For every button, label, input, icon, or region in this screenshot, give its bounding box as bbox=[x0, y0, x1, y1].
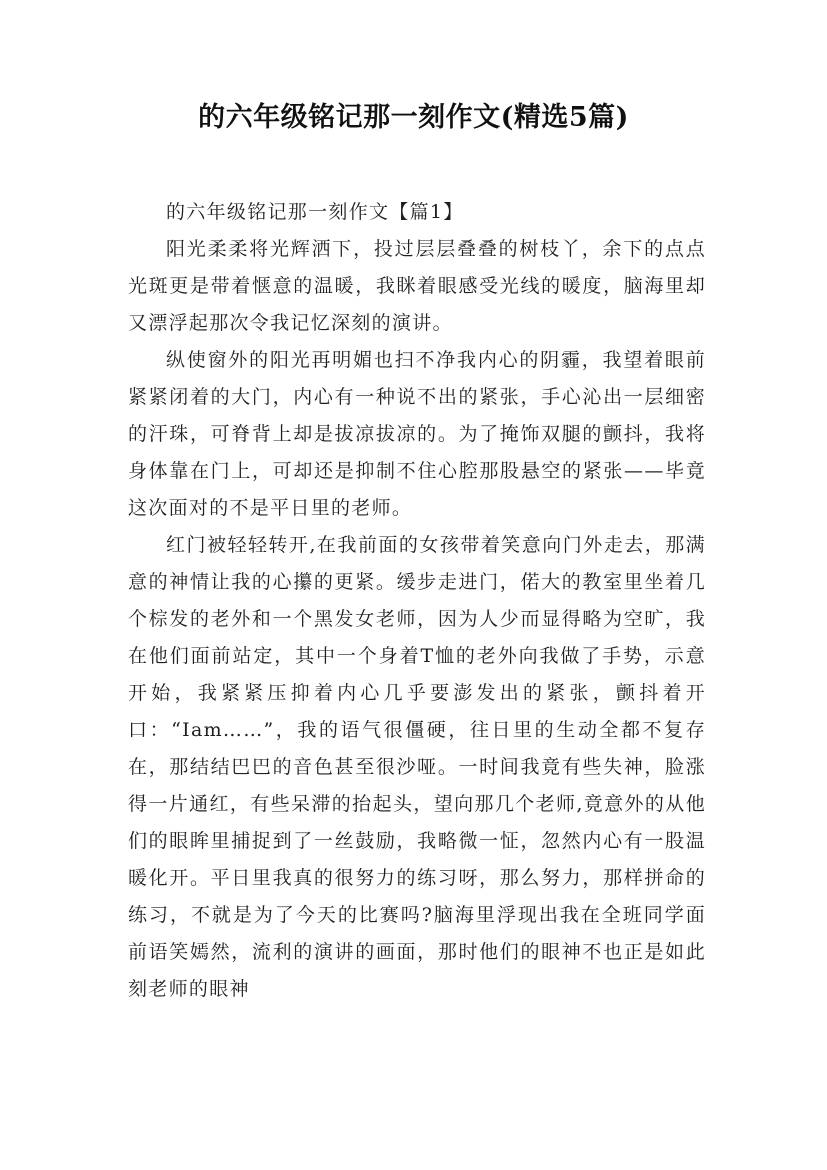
document-title: 的六年级铭记那一刻作文(精选5篇) bbox=[198, 102, 629, 133]
section-heading: 的六年级铭记那一刻作文【篇1】 bbox=[166, 201, 464, 223]
paragraph-3: 红门被轻轻转开,在我前面的女孩带着笑意向门外走去，那满意的神情让我的心攥的更紧。缓步走进门，偌大的教室里坐着几个棕发的老外和一个黑发女老师，因为人少而显得略为空旷，我在他们面前站定，其中一个身着T恤的老外向我做了手势，示意开始，我紧紧压抑着内心几乎要澎发出的紧张，颤抖着开口：“Iam……”，我的语气很僵硬，往日里的生动全都不复存在，那结结巴巴的音色甚至很沙哑。一时间我竟有些失神，脸涨得一片通红，有些呆滞的抬起头，望向那几个老师,竟意外的从他们的眼眸里捕捉到了一丝鼓励，我略微一怔，忽然内心有一股温暖化开。平日里我真的很努力的练习呀，那么努力，那样拼命的练习，不就是为了今天的比赛吗?脑海里浮现出我在全班同学面前语笑嫣然，流利的演讲的画面，那时他们的眼神不也正是如此刻老师的眼神 bbox=[128, 534, 706, 1000]
document-body bbox=[128, 194, 706, 1008]
paragraph-2: 纵使窗外的阳光再明媚也扫不净我内心的阴霾，我望着眼前紧紧闭着的大门，内心有一种说不出的紧张，手心沁出一层细密的汗珠，可脊背上却是拔凉拔凉的。为了掩饰双腿的颤抖，我将身体靠在门上，可却还是抑制不住心腔那股悬空的紧张——毕竟这次面对的不是平日里的老师。 bbox=[128, 349, 706, 519]
paragraph-1: 阳光柔柔将光辉洒下，投过层层叠叠的树枝丫，余下的点点光斑更是带着惬意的温暖，我眯着眼感受光线的暖度，脑海里却又漂浮起那次令我记忆深刻的演讲。 bbox=[128, 238, 706, 334]
